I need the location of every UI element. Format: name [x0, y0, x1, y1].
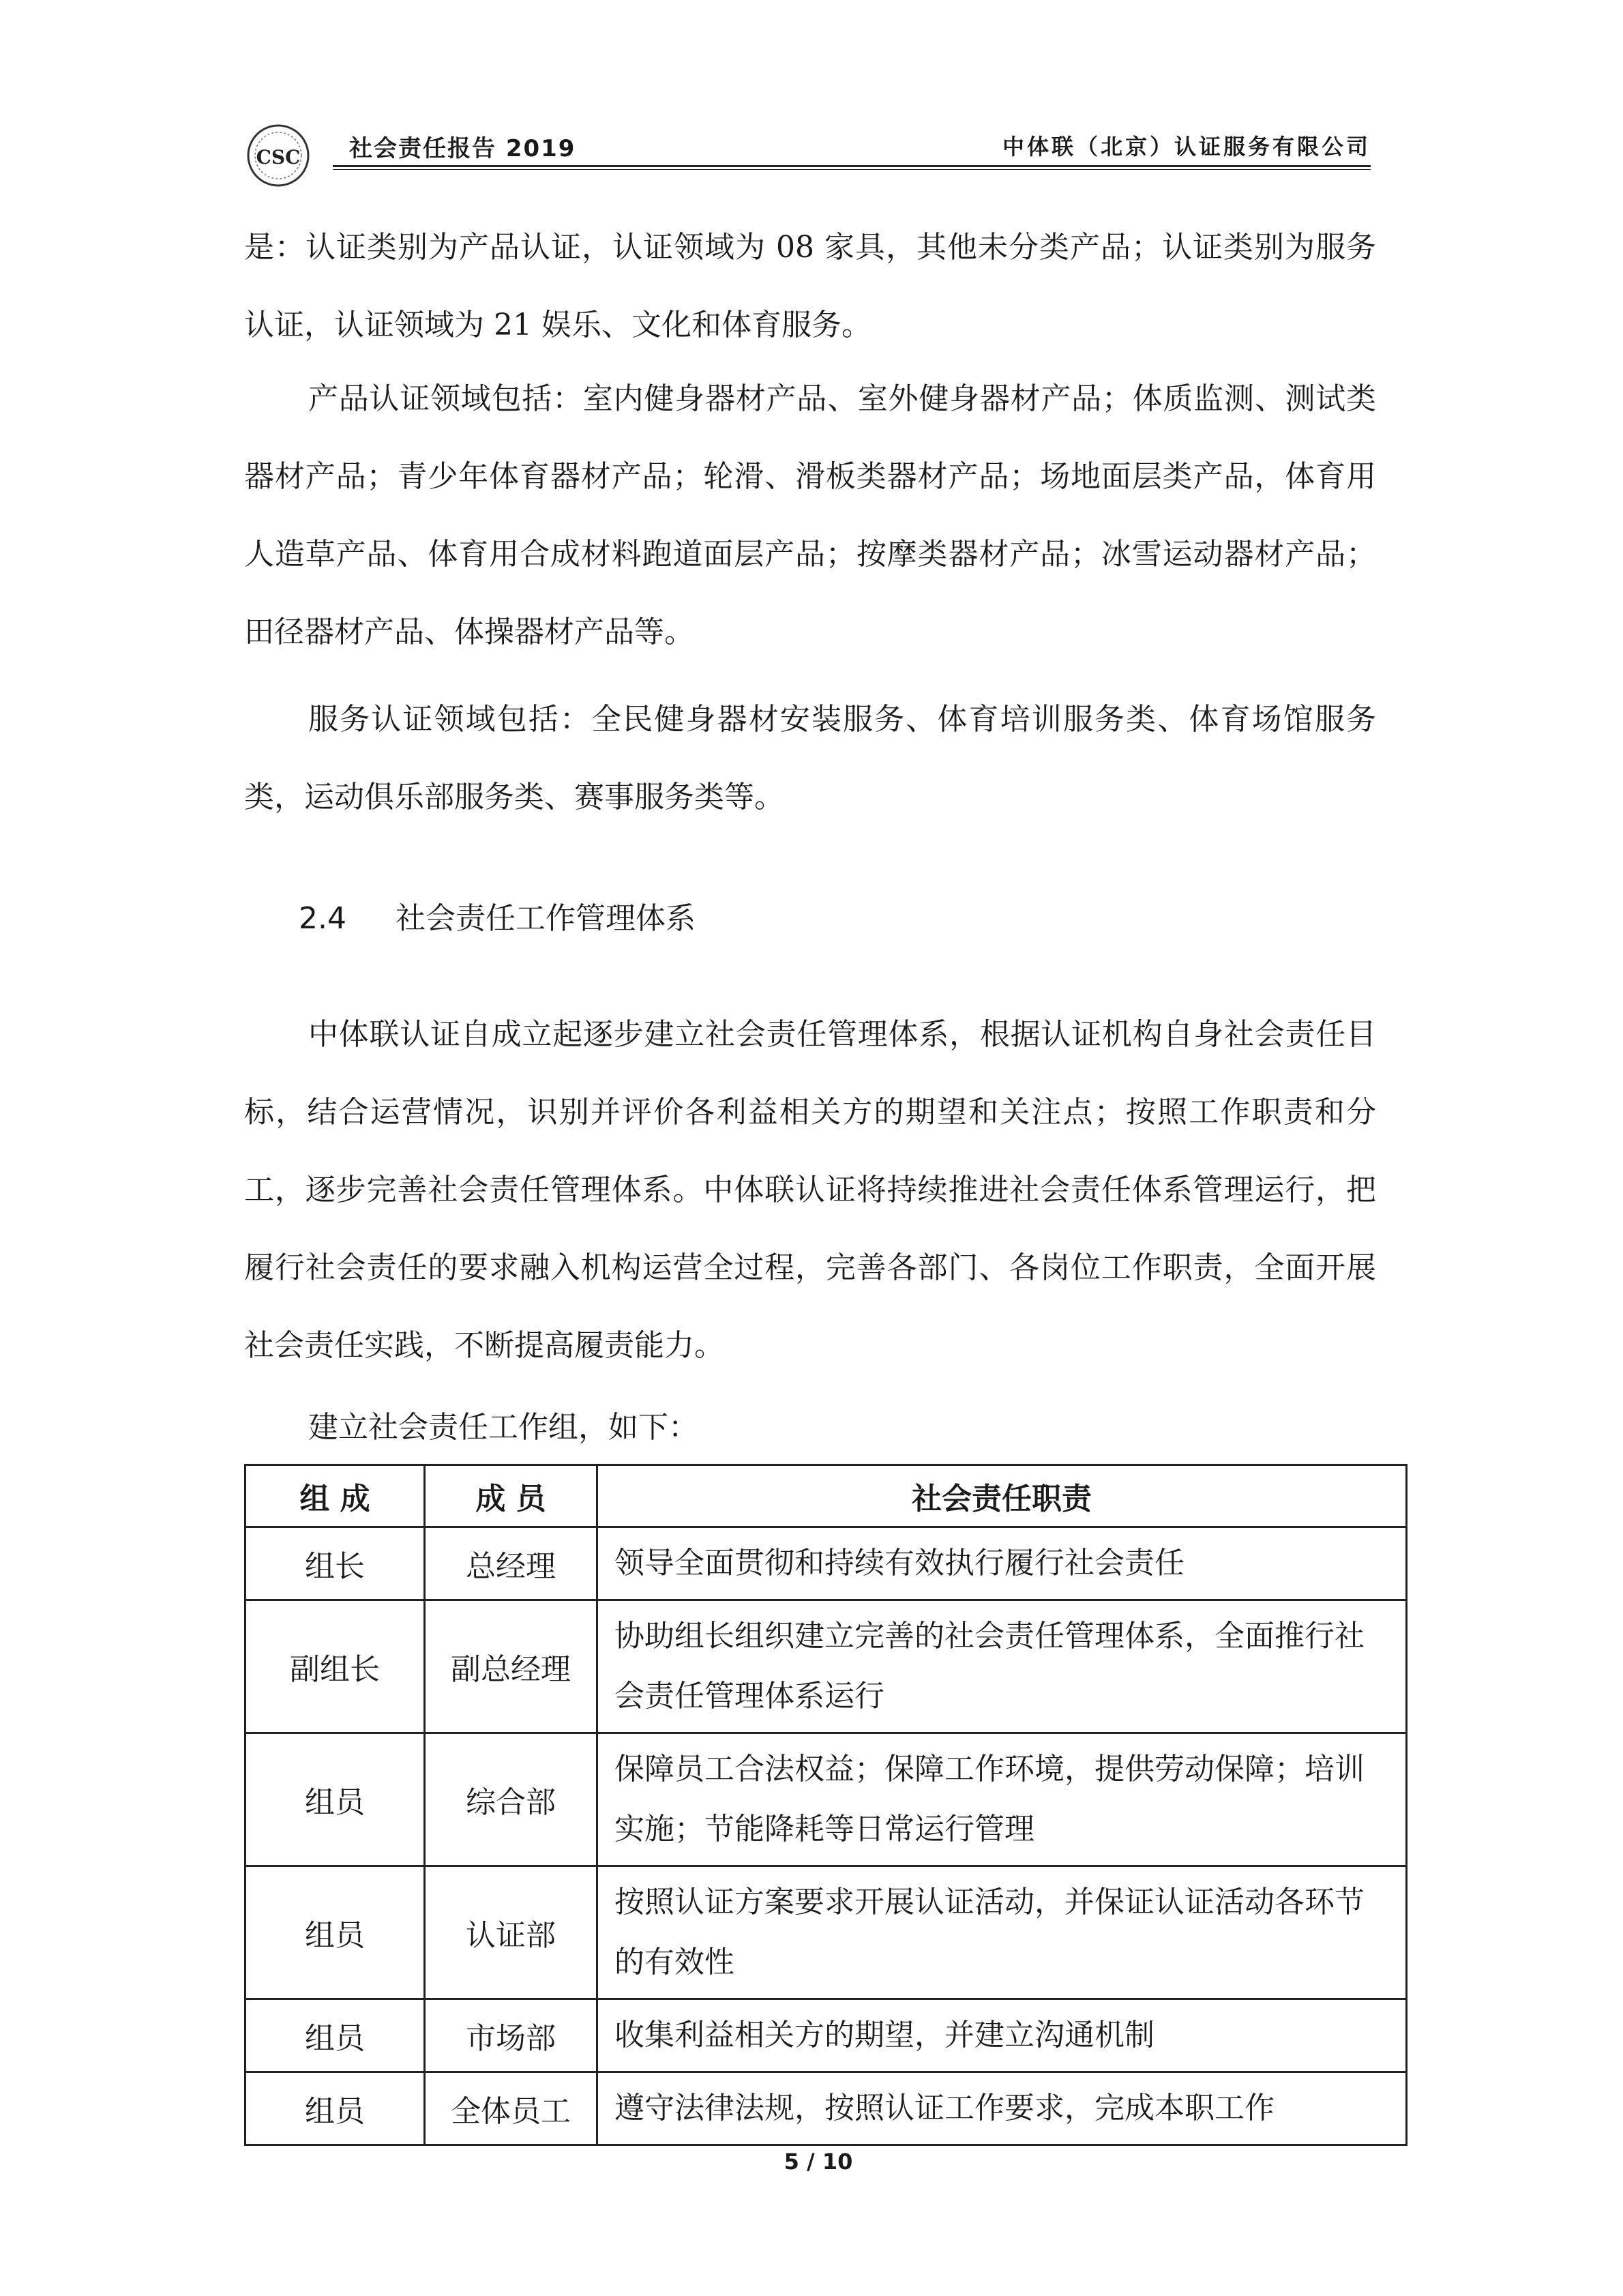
section-title: 社会责任工作管理体系 — [396, 901, 696, 936]
csc-logo-icon — [245, 123, 311, 188]
svg-text:CSC: CSC — [256, 146, 301, 168]
page-number: 5 / 10 — [784, 2149, 853, 2175]
cell-duty: 遵守法律法规，按照认证工作要求，完成本职工作 — [597, 2072, 1407, 2145]
cell-role: 组员 — [245, 1999, 425, 2072]
section-heading — [299, 894, 696, 937]
section-number: 2.4 — [299, 901, 346, 936]
paragraph-management-system: 中体联认证自成立起逐步建立社会责任管理体系，根据认证机构自身社会责任目标，结合运营情况，识别并评价各利益相关方的期望和关注点；按照工作职责和分工，逐步完善社会责任管理体系。中体联认证将持续推进社会责任体系管理运行，把履行社会责任的要求融入机构运营全过程，完善各部门、各岗位工作职责，全面开展社会责任实践，不断提高履责能力。 — [244, 1017, 1376, 1363]
cell-member: 认证部 — [425, 1866, 597, 1999]
paragraph-product-fields: 产品认证领域包括：室内健身器材产品、室外健身器材产品；体质监测、测试类器材产品；青少年体育器材产品；轮滑、滑板类器材产品；场地面层类产品，体育用人造草产品、体育用合成材料跑道面层产品；按摩类器材产品；冰雪运动器材产品；田径器材产品、体操器材产品等。 — [244, 381, 1376, 649]
paragraph-working-group: 建立社会责任工作组，如下： — [308, 1410, 698, 1445]
report-title: 社会责任报告 2019 — [349, 135, 576, 162]
header-rule-thin — [333, 169, 1371, 170]
cell-role: 组员 — [245, 1866, 425, 1999]
cell-member: 总经理 — [425, 1527, 597, 1600]
table-row — [245, 1866, 1407, 1999]
header-rule — [333, 165, 1371, 167]
table-row — [245, 1600, 1407, 1733]
table-row — [245, 1733, 1407, 1866]
cell-role: 组长 — [245, 1527, 425, 1600]
cell-role: 组员 — [245, 1733, 425, 1866]
cell-role: 组员 — [245, 2072, 425, 2145]
cell-member: 副总经理 — [425, 1600, 597, 1733]
page-header — [245, 123, 1371, 171]
header-member: 成 员 — [425, 1465, 597, 1527]
responsibility-table — [244, 1464, 1408, 2146]
table-row — [245, 1527, 1407, 1600]
cell-member: 全体员工 — [425, 2072, 597, 2145]
cell-role: 副组长 — [245, 1600, 425, 1733]
table-row — [245, 1999, 1407, 2072]
paragraph-service-fields: 服务认证领域包括：全民健身器材安装服务、体育培训服务类、体育场馆服务类，运动俱乐部服务类、赛事服务类等。 — [244, 702, 1376, 814]
cell-duty: 收集利益相关方的期望，并建立沟通机制 — [597, 1999, 1407, 2072]
cell-member: 综合部 — [425, 1733, 597, 1866]
header-role: 组 成 — [245, 1465, 425, 1527]
table-row — [245, 2072, 1407, 2145]
table-header-row — [245, 1465, 1407, 1527]
cell-duty: 协助组长组织建立完善的社会责任管理体系，全面推行社会责任管理体系运行 — [597, 1600, 1407, 1733]
cell-duty: 保障员工合法权益；保障工作环境，提供劳动保障；培训实施；节能降耗等日常运行管理 — [597, 1733, 1407, 1866]
cell-member: 市场部 — [425, 1999, 597, 2072]
paragraph-certification-categories: 是：认证类别为产品认证，认证领域为 08 家具，其他未分类产品；认证类别为服务认证，认证领域为 21 娱乐、文化和体育服务。 — [244, 230, 1376, 342]
cell-duty: 领导全面贯彻和持续有效执行履行社会责任 — [597, 1527, 1407, 1600]
company-name: 中体联（北京）认证服务有限公司 — [1002, 134, 1371, 160]
cell-duty: 按照认证方案要求开展认证活动，并保证认证活动各环节的有效性 — [597, 1866, 1407, 1999]
header-duty: 社会责任职责 — [597, 1465, 1407, 1527]
